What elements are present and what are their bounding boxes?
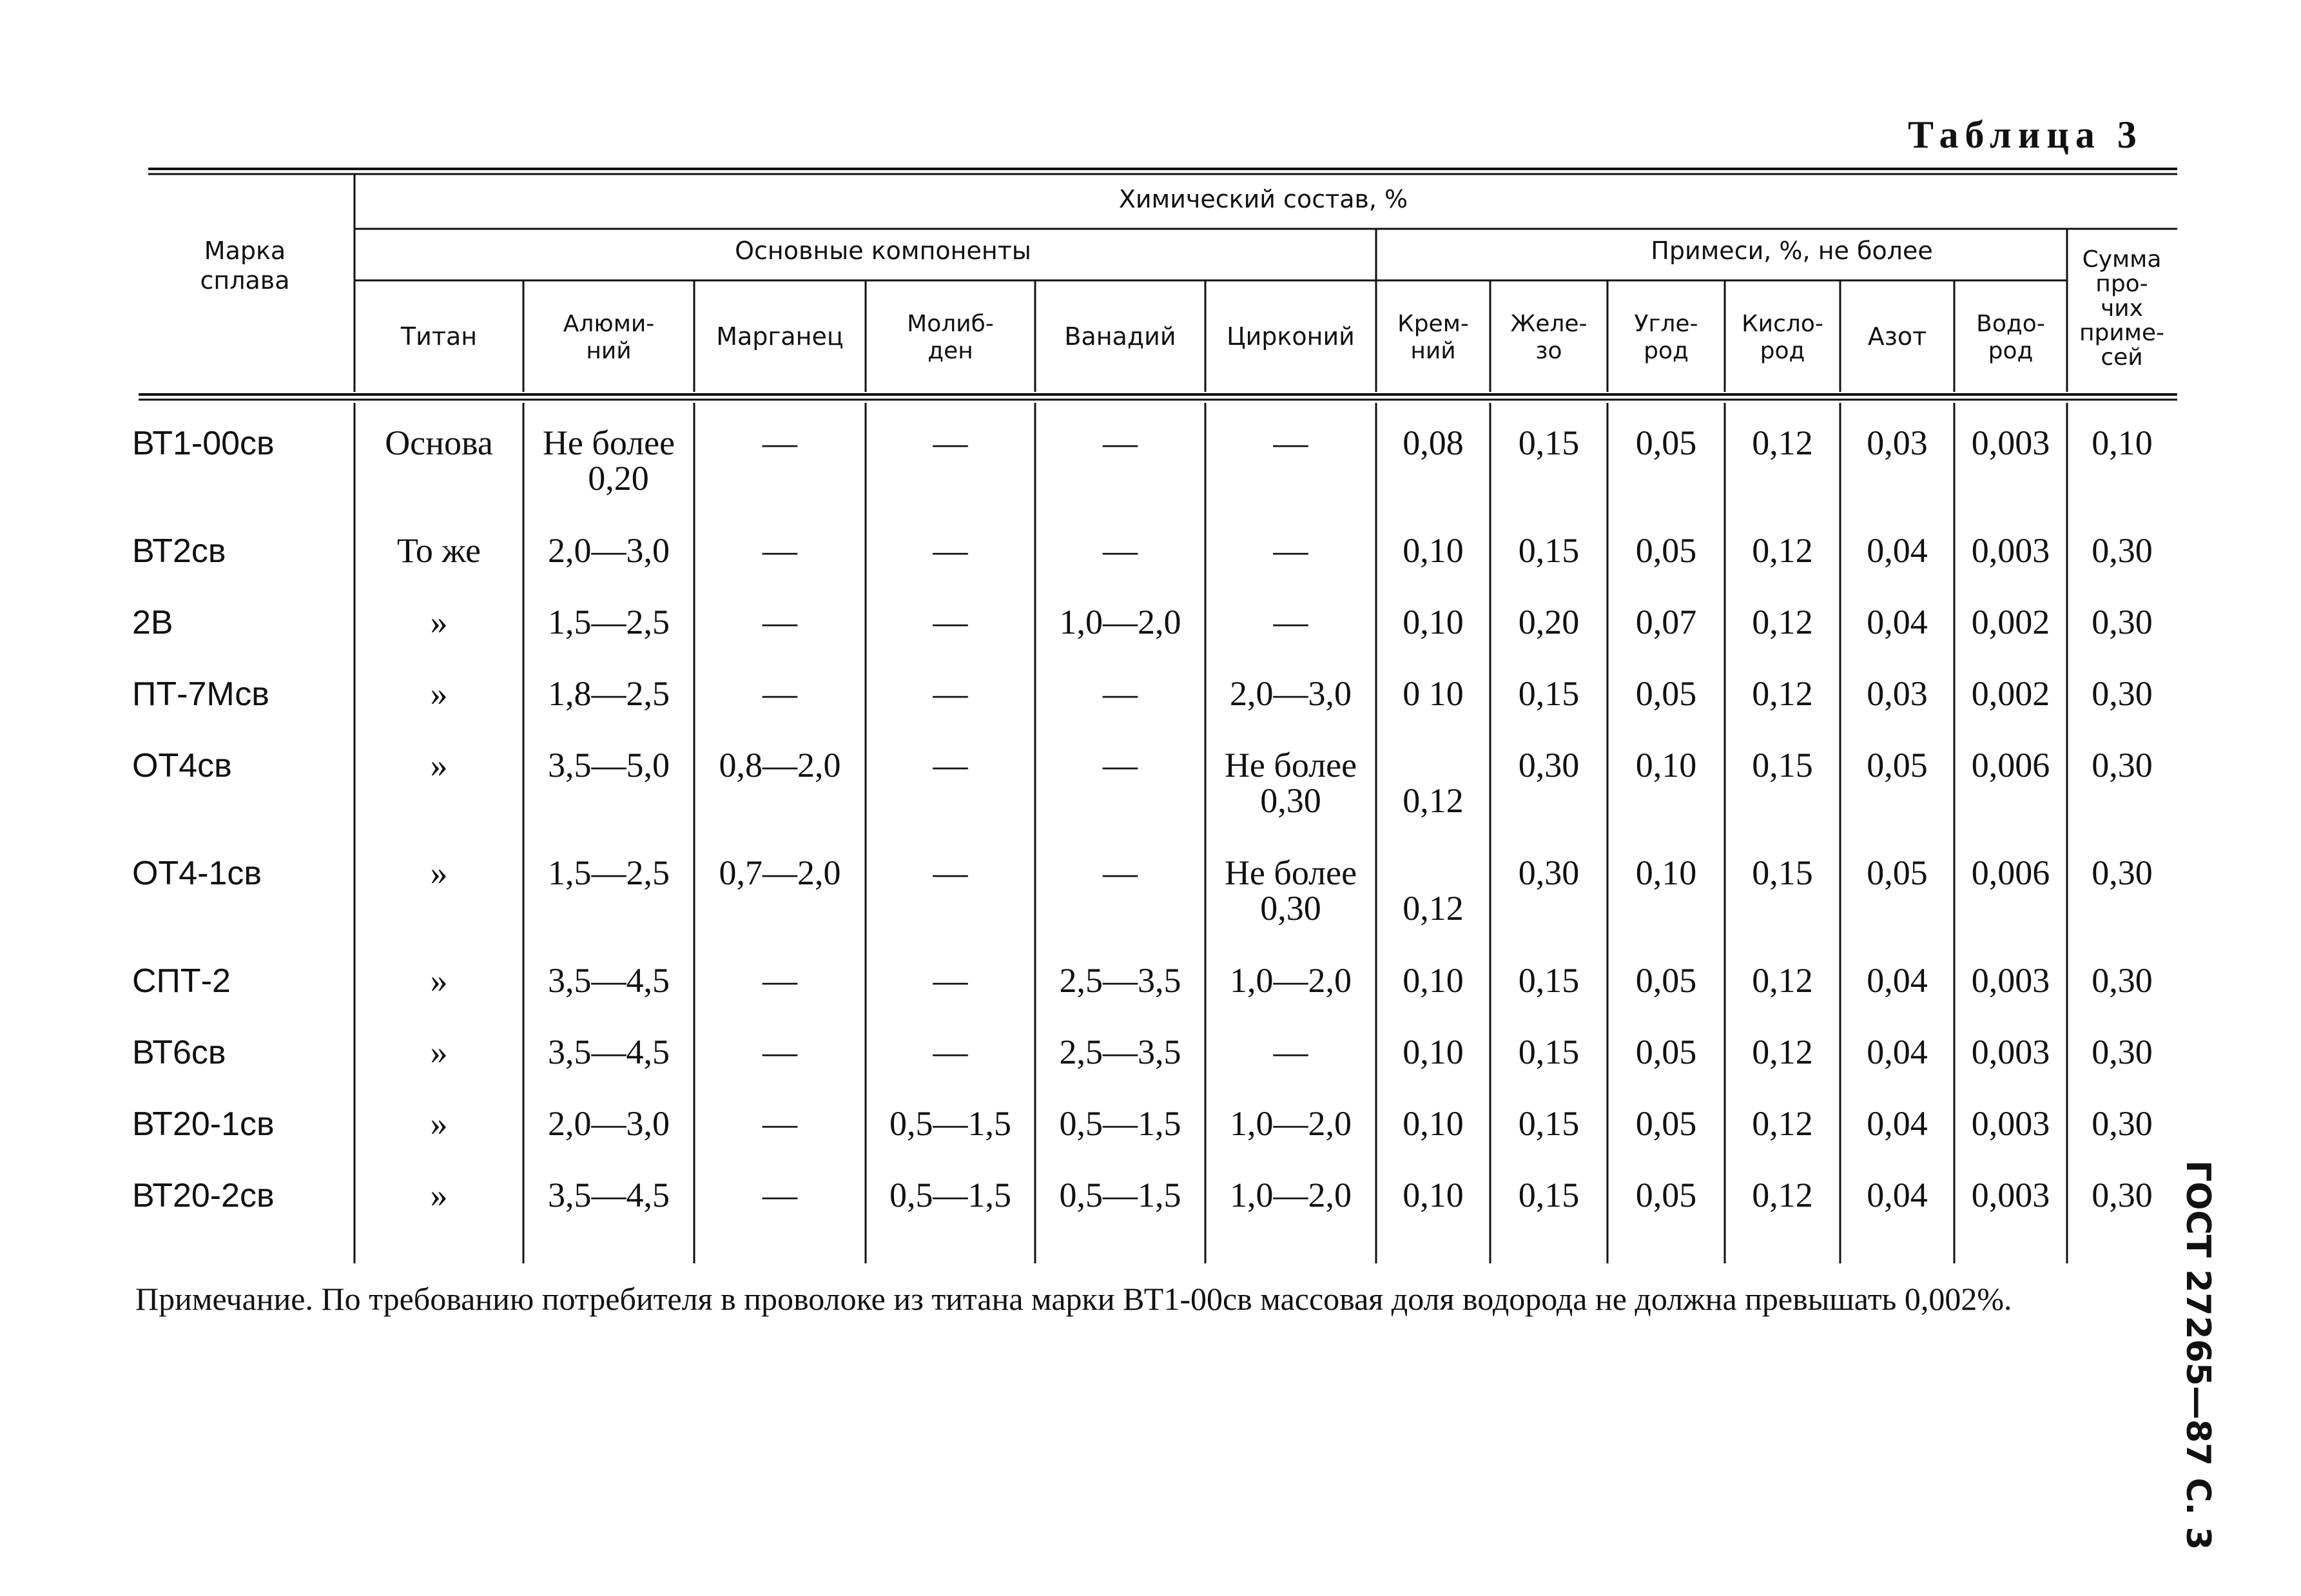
table-cell: 0,12	[1752, 1033, 1813, 1071]
table-cell: 0,15	[1752, 746, 1813, 784]
table-cell: —	[1103, 531, 1138, 570]
row-grade: ВТ20-1св	[132, 1105, 275, 1143]
table-cell: 0,30	[1260, 781, 1321, 820]
table-cell: 0,30	[2092, 961, 2153, 1000]
table-cell: 1,0—2,0	[1230, 961, 1352, 1000]
table-cell: 3,5—4,5	[548, 961, 670, 1000]
table-cell: 0,10	[1635, 746, 1697, 784]
table-cell: 2,5—3,5	[1059, 961, 1181, 1000]
table-cell: —	[1273, 423, 1308, 462]
row-grade: ВТ1-00св	[132, 425, 275, 462]
table-cell: 0,05	[1635, 674, 1697, 713]
table-cell: 0,10	[1403, 1033, 1464, 1071]
table-cell: —	[1103, 674, 1138, 713]
table-cell: 0,003	[1971, 1033, 2050, 1071]
column-header-c: род	[1644, 338, 1689, 364]
table-cell: 0,003	[1971, 1176, 2050, 1214]
table-cell: 0,05	[1867, 746, 1928, 784]
table-cell: 0,20	[588, 459, 649, 498]
table-cell: 0,04	[1867, 1176, 1928, 1214]
table-cell: —	[762, 1033, 797, 1071]
impurities-header: Примеси, %, не более	[1651, 237, 1933, 265]
table-cell: 0,30	[2092, 674, 2153, 713]
sum-other-impurities-header: приме-	[2079, 320, 2165, 346]
document-code: ГОСТ 27265—87 С. 3	[2179, 1160, 2217, 1550]
row-grade: СПТ-2	[132, 962, 231, 1000]
table-cell: 0,003	[1971, 531, 2050, 570]
table-cell: 0,04	[1867, 1104, 1928, 1143]
table-cell: —	[933, 853, 968, 892]
sum-other-impurities-header: про-	[2095, 271, 2148, 297]
table-cell: 0,15	[1518, 531, 1580, 570]
table-cell: 0,002	[1971, 603, 2050, 641]
table-cell: 0,05	[1867, 853, 1928, 892]
column-header-al: ний	[586, 338, 632, 364]
table-cell: 0,30	[2092, 1033, 2153, 1071]
column-header-v: Ванадий	[1064, 322, 1176, 351]
table-cell: »	[430, 674, 448, 713]
table-cell: —	[1273, 603, 1308, 641]
table-cell: 0,006	[1971, 746, 2050, 784]
table-title: Таблица 3	[1908, 113, 2143, 156]
table-cell: 0,10	[1635, 853, 1697, 892]
table-cell: 0,15	[1518, 961, 1580, 1000]
table-cell: 0,15	[1518, 1033, 1580, 1071]
table-cell: 0,12	[1752, 1176, 1813, 1214]
table-cell: 3,5—5,0	[548, 746, 670, 784]
chemical-composition-header: Химический состав, %	[1118, 185, 1408, 213]
table-cell: 0,003	[1971, 961, 2050, 1000]
table-cell: 0,003	[1971, 423, 2050, 462]
table-cell: 1,5—2,5	[548, 853, 670, 892]
main-components-header: Основные компоненты	[735, 237, 1031, 265]
table-cell: То же	[397, 531, 481, 570]
column-header-n: Азот	[1867, 322, 1927, 351]
row-grade: ВТ2св	[132, 532, 226, 570]
table-cell: 2,0—3,0	[1230, 674, 1352, 713]
table-cell: 0,30	[2092, 531, 2153, 570]
table-cell: 0,12	[1752, 961, 1813, 1000]
table-cell: 0,5—1,5	[1059, 1176, 1181, 1214]
table-cell: 0,15	[1518, 423, 1580, 462]
table-cell: —	[762, 531, 797, 570]
table-cell: 0,12	[1752, 1104, 1813, 1143]
table-cell: 0,30	[2092, 1176, 2153, 1214]
table-cell: 0,10	[1403, 1176, 1464, 1214]
table-cell: Не более	[542, 423, 675, 462]
row-grade: 2В	[132, 604, 173, 641]
column-header-fe: зо	[1535, 338, 1562, 364]
table-cell: 3,5—4,5	[548, 1033, 670, 1071]
table-cell: »	[430, 1176, 448, 1214]
table-cell: —	[1273, 531, 1308, 570]
table-cell: 0,05	[1635, 1176, 1697, 1214]
table-cell: —	[762, 674, 797, 713]
table-cell: 2,0—3,0	[548, 531, 670, 570]
sum-other-impurities-header: чих	[2101, 295, 2143, 322]
table-cell: 0,05	[1635, 531, 1697, 570]
table-cell: 0,07	[1635, 603, 1697, 641]
table-cell: 0,15	[1752, 853, 1813, 892]
table-cell: 2,0—3,0	[548, 1104, 670, 1143]
table-cell: 0,05	[1635, 1104, 1697, 1143]
column-header-c: Угле-	[1634, 311, 1698, 337]
table-cell: 0,15	[1518, 1104, 1580, 1143]
table-cell: 0,05	[1635, 423, 1697, 462]
table-cell: 0,30	[2092, 853, 2153, 892]
table-cell: —	[762, 961, 797, 1000]
table-cell: 0,30	[1518, 853, 1580, 892]
table-cell: 0,30	[1260, 889, 1321, 928]
table-cell: 0,04	[1867, 1033, 1928, 1071]
table-cell: 0,30	[2092, 746, 2153, 784]
table-cell: 0,10	[1403, 961, 1464, 1000]
row-grade: ПТ-7Мсв	[132, 676, 269, 713]
table-cell: »	[430, 961, 448, 1000]
table-cell: —	[933, 746, 968, 784]
table-cell: 1,0—2,0	[1059, 603, 1181, 641]
table-cell: »	[430, 603, 448, 641]
table-cell: »	[430, 853, 448, 892]
table-cell: 0,10	[1403, 1104, 1464, 1143]
table-cell: 0,12	[1752, 603, 1813, 641]
table-cell: »	[430, 1033, 448, 1071]
column-header-ti: Титан	[400, 322, 478, 351]
table-cell: 0,15	[1518, 674, 1580, 713]
table-cell: —	[762, 423, 797, 462]
row-grade: ВТ6св	[132, 1034, 226, 1071]
table-cell: —	[1103, 746, 1138, 784]
table-cell: 0,20	[1518, 603, 1580, 641]
grade-column-header: сплава	[200, 266, 290, 295]
table-cell: 0,30	[2092, 1104, 2153, 1143]
table-cell: 0,30	[2092, 603, 2153, 641]
table-cell: »	[430, 1104, 448, 1143]
table-cell: —	[933, 531, 968, 570]
column-header-zr: Цирконий	[1227, 322, 1355, 351]
table-cell: 0,12	[1752, 423, 1813, 462]
column-header-mo: Молиб-	[907, 311, 994, 337]
table-cell: 0,003	[1971, 1104, 2050, 1143]
table-cell: 0 10	[1403, 674, 1464, 713]
table-cell: 1,8—2,5	[548, 674, 670, 713]
table-cell: 3,5—4,5	[548, 1176, 670, 1214]
sum-other-impurities-header: сей	[2101, 344, 2143, 371]
sum-other-impurities-header: Сумма	[2082, 246, 2162, 273]
column-header-o: род	[1760, 338, 1805, 364]
table-cell: 0,04	[1867, 531, 1928, 570]
table-cell: —	[1103, 853, 1138, 892]
table-cell: —	[933, 423, 968, 462]
table-cell: 0,30	[1518, 746, 1580, 784]
table-cell: 0,5—1,5	[889, 1176, 1011, 1214]
table-cell: —	[1103, 423, 1138, 462]
column-header-si: ний	[1410, 338, 1456, 364]
table-cell: 0,04	[1867, 961, 1928, 1000]
column-header-al: Алюми-	[563, 311, 655, 337]
grade-column-header: Марка	[204, 237, 286, 265]
table-cell: —	[1273, 1033, 1308, 1071]
column-header-si: Крем-	[1397, 311, 1469, 337]
column-header-h: род	[1988, 338, 2034, 364]
table-cell: —	[933, 961, 968, 1000]
table-cell: 1,0—2,0	[1230, 1104, 1352, 1143]
table-cell: 0,08	[1403, 423, 1464, 462]
table-cell: 1,5—2,5	[548, 603, 670, 641]
table-cell: 0,10	[1403, 603, 1464, 641]
table-cell: »	[430, 746, 448, 784]
table-cell: —	[762, 1176, 797, 1214]
table-cell: 0,8—2,0	[719, 746, 841, 784]
table-cell: Не более	[1224, 853, 1357, 892]
table-cell: 0,03	[1867, 423, 1928, 462]
table-cell: 0,12	[1752, 674, 1813, 713]
column-header-fe: Желе-	[1510, 311, 1587, 337]
table-cell: 0,04	[1867, 603, 1928, 641]
row-grade: ВТ20-2св	[132, 1177, 275, 1214]
table-cell: 0,7—2,0	[719, 853, 841, 892]
table-cell: 0,5—1,5	[889, 1104, 1011, 1143]
table-cell: Не более	[1224, 746, 1357, 784]
table-cell: Основа	[385, 423, 493, 462]
table-cell: 0,12	[1403, 781, 1464, 820]
table-cell: 0,006	[1971, 853, 2050, 892]
table-cell: 0,05	[1635, 961, 1697, 1000]
table-cell: 0,10	[2092, 423, 2153, 462]
table-cell: 0,12	[1403, 889, 1464, 928]
table-cell: 0,12	[1752, 531, 1813, 570]
table-note: Примечание. По требованию потребителя в проволоке из титана марки ВТ1-00св массовая доля водорода не должна превышать 0,002%.	[135, 1281, 2012, 1317]
table-cell: 2,5—3,5	[1059, 1033, 1181, 1071]
table-cell: —	[933, 674, 968, 713]
table-cell: 0,5—1,5	[1059, 1104, 1181, 1143]
table-cell: —	[933, 1033, 968, 1071]
table-cell: 0,002	[1971, 674, 2050, 713]
row-grade: ОТ4св	[132, 747, 232, 784]
column-header-h: Водо-	[1976, 311, 2045, 337]
column-header-mo: ден	[927, 338, 973, 364]
table-cell: 0,10	[1403, 531, 1464, 570]
column-header-mn: Марганец	[716, 322, 844, 351]
table-cell: 0,15	[1518, 1176, 1580, 1214]
column-header-o: Кисло-	[1742, 311, 1823, 337]
table-cell: 0,05	[1635, 1033, 1697, 1071]
table-cell: —	[933, 603, 968, 641]
table-cell: —	[762, 1104, 797, 1143]
row-grade: ОТ4-1св	[132, 855, 262, 892]
table-cell: 1,0—2,0	[1230, 1176, 1352, 1214]
table-cell: 0,03	[1867, 674, 1928, 713]
table-cell: —	[762, 603, 797, 641]
